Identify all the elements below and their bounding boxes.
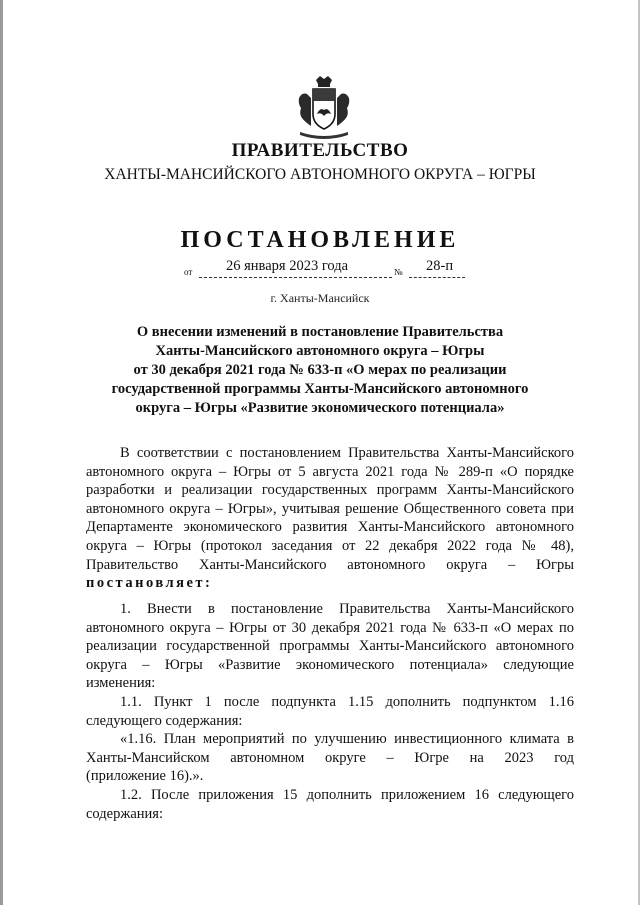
heading-line: округа – Югры «Развитие экономического потенциала»	[135, 400, 505, 416]
number-prefix: №	[394, 267, 403, 277]
text-line: В соответствии с постановлением Правительства Ханты-Мансийского	[120, 445, 574, 461]
preamble-paragraph	[86, 444, 574, 593]
text-line: содержания:	[86, 805, 164, 822]
heading-line: от 30 декабря 2021 года № 633-п «О мерах по реализации	[133, 362, 507, 378]
text-line: разработки и реализации государственных программ Ханты-Мансийского	[86, 482, 574, 499]
text-line: Департаменте экономического развития Ханты-Мансийского автономного	[86, 519, 574, 536]
text-line: Правительство Ханты-Мансийского автономного округа – Югры	[86, 556, 574, 573]
date-underline	[199, 277, 392, 278]
text-line: автономного округа – Югры», учитывая решение Общественного совета при	[86, 500, 574, 517]
item-1-paragraph	[86, 600, 574, 693]
scan-edge-left	[0, 0, 3, 905]
text-line: автономного округа – Югры от 5 августа 2021 года № 289-п «О порядке	[86, 463, 574, 480]
text-line: округа – Югры «Развитие экономического потенциала» следующие	[86, 656, 574, 673]
date-number-line	[0, 258, 640, 280]
date-prefix: от	[184, 267, 193, 277]
city-name: г. Ханты-Мансийск	[270, 291, 370, 305]
heading-line: Ханты-Мансийского автономного округа – Югры	[155, 343, 485, 359]
text-line: 1.1. Пункт 1 после подпункта 1.15 дополнить подпунктом 1.16	[120, 694, 574, 710]
document-date: 26 января 2023 года	[226, 258, 349, 274]
text-line: реализации государственной программы Ханты-Мансийского автономного	[86, 638, 574, 655]
number-underline	[409, 277, 465, 278]
text-line: Ханты-Мансийском автономном округе – Югре на 2023 год	[86, 749, 574, 766]
heading-line: государственной программы Ханты-Мансийского автономного	[111, 381, 529, 397]
coat-of-arms-icon	[296, 74, 352, 140]
heading-line: О внесении изменений в постановление Правительства	[136, 324, 504, 340]
item-1-2-paragraph	[86, 786, 574, 823]
text-line: изменения:	[86, 675, 156, 692]
item-1-1-paragraph	[86, 693, 574, 730]
text-line: «1.16. План мероприятий по улучшению инвестиционного климата в	[120, 731, 574, 747]
text-line: округа – Югры (протокол заседания от 22 декабря 2022 года № 48),	[86, 537, 574, 554]
document-number: 28-п	[426, 258, 454, 274]
text-line: 1. Внести в постановление Правительства Ханты-Мансийского	[120, 601, 574, 617]
government-subtitle: ХАНТЫ-МАНСИЙСКОГО АВТОНОМНОГО ОКРУГА – ЮГРЫ	[104, 166, 536, 183]
item-1-16-quote	[86, 730, 574, 786]
text-line: 1.2. После приложения 15 дополнить приложением 16 следующего	[120, 787, 574, 803]
resolves-word: постановляет:	[86, 575, 213, 592]
text-line: автономного округа – Югры от 30 декабря 2021 года № 633-п «О мерах по	[86, 619, 574, 636]
decree-heading	[90, 323, 550, 418]
text-line: следующего содержания:	[86, 712, 243, 729]
text-line: (приложение 16).».	[86, 768, 204, 785]
government-title: ПРАВИТЕЛЬСТВО	[231, 140, 409, 161]
document-type: ПОСТАНОВЛЕНИЕ	[180, 227, 460, 253]
